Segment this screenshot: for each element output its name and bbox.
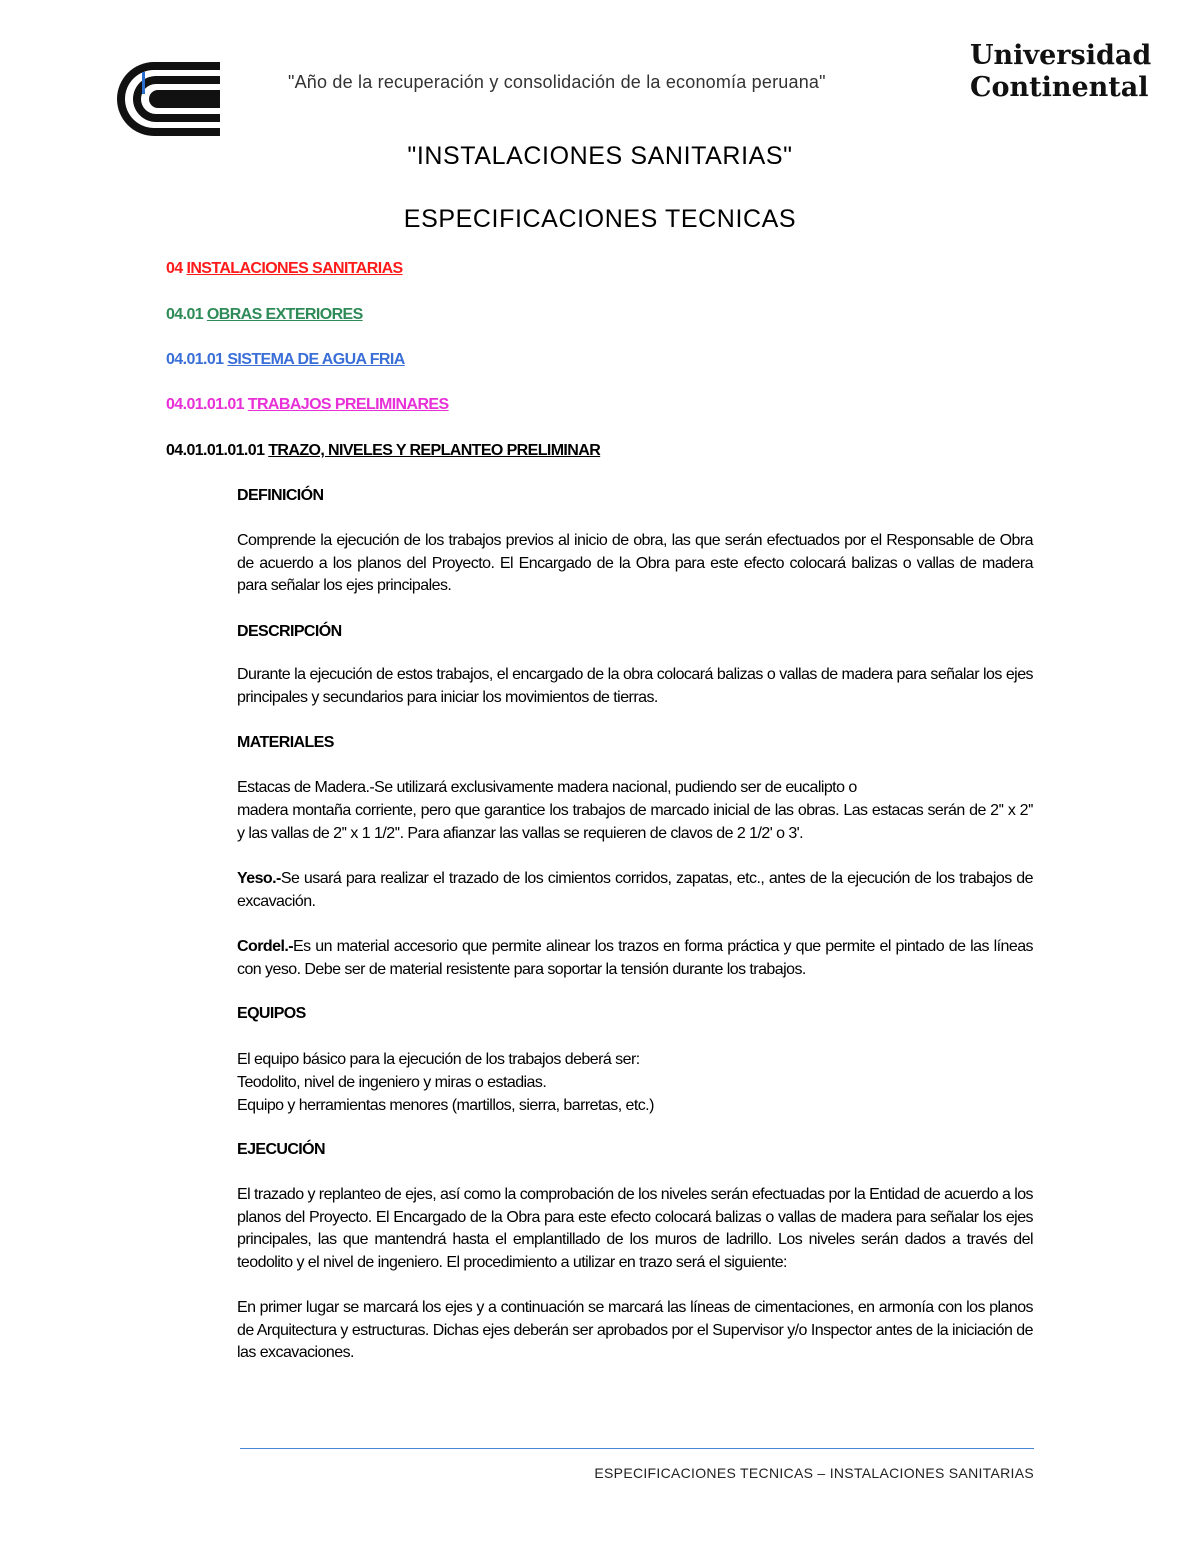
materiales-estacas-line1: Estacas de Madera.-Se utilizará exclusivamente madera nacional, pudiendo ser de eucalipto o — [237, 779, 857, 796]
materiales-cordel-paragraph — [237, 936, 1033, 981]
heading-04-01 — [166, 306, 363, 324]
heading-04-01-01-01 — [166, 396, 449, 414]
section-title-ejecucion: EJECUCIÓN — [237, 1141, 325, 1158]
heading-label: TRABAJOS PRELIMINARES — [247, 396, 449, 413]
university-wordmark-line2: Continental — [970, 72, 1149, 103]
materiales-estacas-line2: madera montaña corriente, pero que garantice los trabajos de marcado inicial de las obras. Las estacas serán de 2'' x 2'' y las vallas de 2'' x 1 1/2''. Para afianzar las vallas se requieren de clavos de 2 1/2' o 3'. — [237, 802, 1033, 842]
equipos-line1: El equipo básico para la ejecución de los trabajos deberá ser: — [237, 1051, 640, 1068]
definicion-paragraph: Comprende la ejecución de los trabajos previos al inicio de obra, las que serán efectuados por el Responsable de Obra de acuerdo a los planos del Proyecto. El Encargado de la Obra para este efecto colocará balizas o vallas de madera para señalar los ejes principales. — [237, 532, 1033, 594]
section-title-materiales: MATERIALES — [237, 734, 334, 751]
ejecucion-paragraph-1: El trazado y replanteo de ejes, así como la comprobación de los niveles serán efectuadas por la Entidad de acuerdo a los planos del Proyecto. El Encargado de la Obra para este efecto colocará balizas o vallas de madera para señalar los ejes principales, las que mantendrá hasta el emplantillado de los muros de ladrillo. Los niveles serán dados a través del teodolito y el nivel de ingeniero. El procedimiento a utilizar en trazo será el siguiente: — [237, 1186, 1033, 1271]
heading-code: 04.01 — [166, 306, 204, 323]
section-title-equipos: EQUIPOS — [237, 1005, 306, 1022]
heading-label: SISTEMA DE AGUA FRIA — [227, 351, 405, 368]
heading-04-01-01 — [166, 351, 405, 369]
yeso-label: Yeso.- — [237, 870, 281, 887]
materiales-yeso-paragraph — [237, 868, 1033, 913]
heading-code: 04.01.01.01 — [166, 396, 244, 413]
heading-label: TRAZO, NIVELES Y REPLANTEO PRELIMINAR — [268, 442, 601, 459]
document-subtitle: ESPECIFICACIONES TECNICAS — [403, 205, 797, 233]
descripcion-paragraph: Durante la ejecución de estos trabajos, el encargado de la obra colocará balizas o vallas de madera para señalar los ejes principales y secundarios para iniciar los movimientos de tierras. — [237, 666, 1033, 706]
equipos-line2: Teodolito, nivel de ingeniero y miras o estadias. — [237, 1074, 547, 1091]
document-title: "INSTALACIONES SANITARIAS" — [407, 142, 793, 170]
footer-text: ESPECIFICACIONES TECNICAS – INSTALACIONES SANITARIAS — [594, 1465, 1034, 1481]
heading-code: 04.01.01.01.01 — [166, 442, 265, 459]
heading-label: OBRAS EXTERIORES — [206, 306, 363, 323]
heading-label: INSTALACIONES SANITARIAS — [186, 260, 403, 277]
section-title-descripcion: DESCRIPCIÓN — [237, 623, 342, 640]
heading-04 — [166, 260, 403, 278]
equipos-line3: Equipo y herramientas menores (martillos, sierra, barretas, etc.) — [237, 1097, 654, 1114]
cordel-text: Es un material accesorio que permite alinear los trazos en forma práctica y que permite el pintado de las líneas con yeso. Debe ser de material resistente para soportar la tensión durante los trabajos. — [237, 938, 1033, 978]
university-logo-icon — [116, 58, 224, 140]
heading-code: 04 — [166, 260, 183, 277]
university-wordmark-line1: Universidad — [970, 40, 1152, 71]
university-wordmark — [970, 40, 1151, 104]
heading-04-01-01-01-01 — [166, 442, 600, 460]
section-title-definicion: DEFINICIÓN — [237, 487, 324, 504]
yeso-text: Se usará para realizar el trazado de los cimientos corridos, zapatas, etc., antes de la ejecución de los trabajos de excavación. — [237, 870, 1033, 910]
motto-text: "Año de la recuperación y consolidación de la economía peruana" — [288, 72, 826, 92]
heading-code: 04.01.01 — [166, 351, 224, 368]
footer-divider — [240, 1448, 1034, 1449]
ejecucion-paragraph-2: En primer lugar se marcará los ejes y a continuación se marcará las líneas de cimentaciones, en armonía con los planos de Arquitectura y estructuras. Dichas ejes deberán ser aprobados por el Supervisor y/o Inspector antes de la iniciación de las excavaciones. — [237, 1299, 1033, 1361]
cordel-label: Cordel.- — [237, 938, 294, 955]
